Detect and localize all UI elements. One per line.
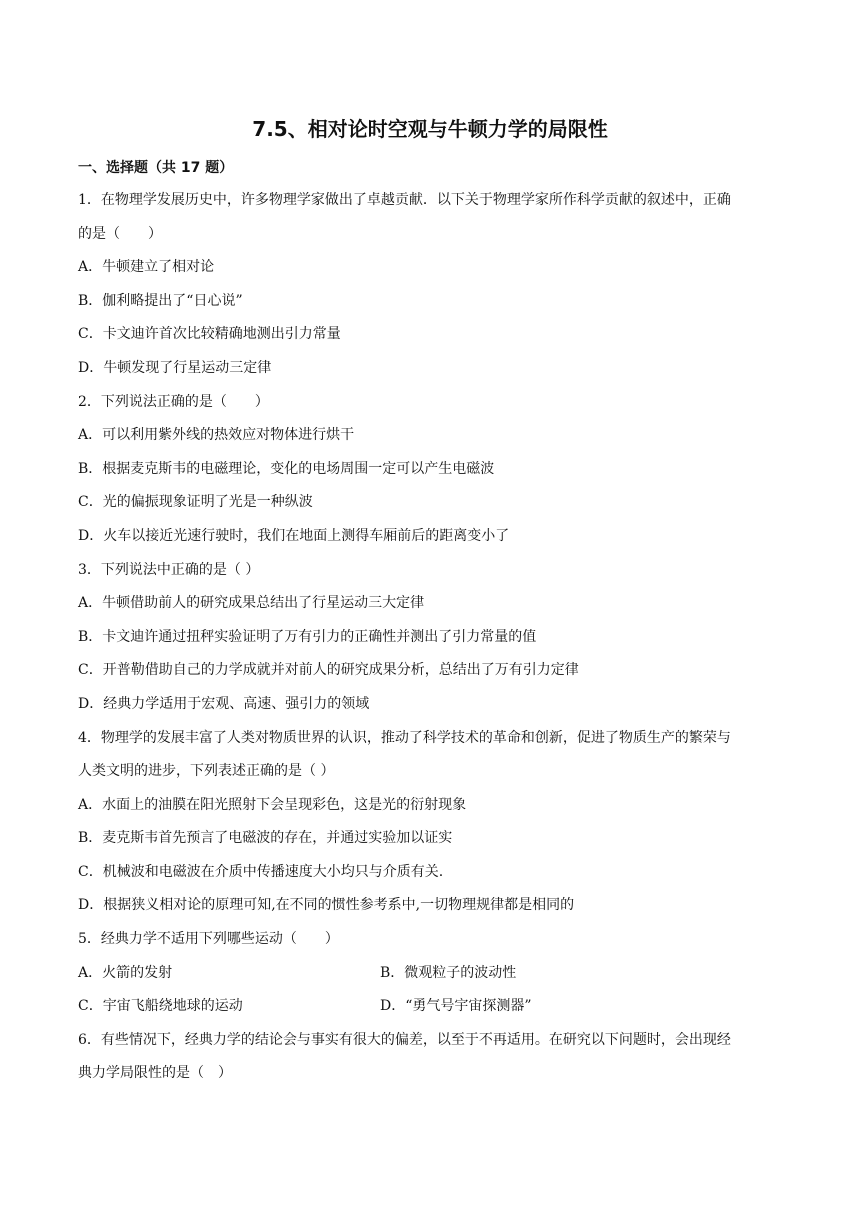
option-row	[78, 991, 784, 1025]
option-c: C．开普勒借助自己的力学成就并对前人的研究成果分析，总结出了万有引力定律	[78, 662, 579, 679]
question-stem: 3．下列说法中正确的是（ ）	[78, 561, 260, 578]
option-b: B．卡文迪许通过扭秤实验证明了万有引力的正确性并测出了引力常量的值	[78, 628, 537, 645]
question-4	[78, 723, 784, 925]
option-b: B．根据麦克斯韦的电磁理论，变化的电场周围一定可以产生电磁波	[78, 460, 495, 477]
option-d: D．火车以接近光速行驶时，我们在地面上测得车厢前后的距离变小了	[78, 527, 510, 544]
question-stem: 1．在物理学发展历史中，许多物理学家做出了卓越贡献．以下关于物理学家所作科学贡献的叙述中，正确	[78, 192, 731, 208]
option-c: C．卡文迪许首次比较精确地测出引力常量	[78, 326, 341, 343]
option-a: A．火箭的发射	[78, 964, 173, 981]
option-d: D．牛顿发现了行星运动三定律	[78, 359, 272, 376]
question-stem: 6．有些情况下，经典力学的结论会与事实有很大的偏差，以至于不再适用。在研究以下问题时，会出现经	[78, 1031, 731, 1048]
option-b: B．微观粒子的波动性	[380, 964, 517, 981]
question-stem: 典力学局限性的是（ ）	[78, 1065, 232, 1082]
question-stem: 5．经典力学不适用下列哪些运动（ ）	[78, 931, 339, 948]
question-6	[78, 1025, 784, 1092]
option-c: C．宇宙飞船绕地球的运动	[78, 998, 243, 1015]
section-heading: 一、选择题（共 17 题）	[78, 160, 234, 176]
question-stem: 2．下列说法正确的是（ ）	[78, 393, 269, 410]
option-d: D．经典力学适用于宏观、高速、强引力的领域	[78, 695, 370, 712]
option-a: A．可以利用紫外线的热效应对物体进行烘干	[78, 427, 355, 444]
page-title: 7.5、相对论时空观与牛顿力学的局限性	[252, 117, 608, 141]
option-c: C．机械波和电磁波在介质中传播速度大小均只与介质有关.	[78, 863, 444, 880]
option-a: A．牛顿借助前人的研究成果总结出了行星运动三大定律	[78, 595, 425, 612]
option-a: A．水面上的油膜在阳光照射下会呈现彩色，这是光的衍射现象	[78, 796, 467, 813]
question-5	[78, 924, 784, 1025]
question-list	[78, 185, 784, 1092]
option-d: D．根据狭义相对论的原理可知,在不同的惯性参考系中,一切物理规律都是相同的	[78, 897, 575, 914]
question-2	[78, 387, 784, 555]
option-a: A．牛顿建立了相对论	[78, 259, 215, 276]
option-c: C．光的偏振现象证明了光是一种纵波	[78, 494, 313, 511]
question-3	[78, 555, 784, 723]
question-stem: 4．物理学的发展丰富了人类对物质世界的认识，推动了科学技术的革命和创新，促进了物质生产的繁荣与	[78, 729, 731, 746]
option-b: B．麦克斯韦首先预言了电磁波的存在，并通过实验加以证实	[78, 830, 453, 847]
option-row	[78, 958, 784, 992]
option-d: D．“勇气号宇宙探测器”	[380, 998, 532, 1015]
question-1	[78, 185, 784, 387]
question-stem: 人类文明的进步，下列表述正确的是（ ）	[78, 763, 335, 780]
question-stem: 的是（ ）	[78, 225, 162, 242]
option-b: B．伽利略提出了“日心说”	[78, 292, 243, 309]
